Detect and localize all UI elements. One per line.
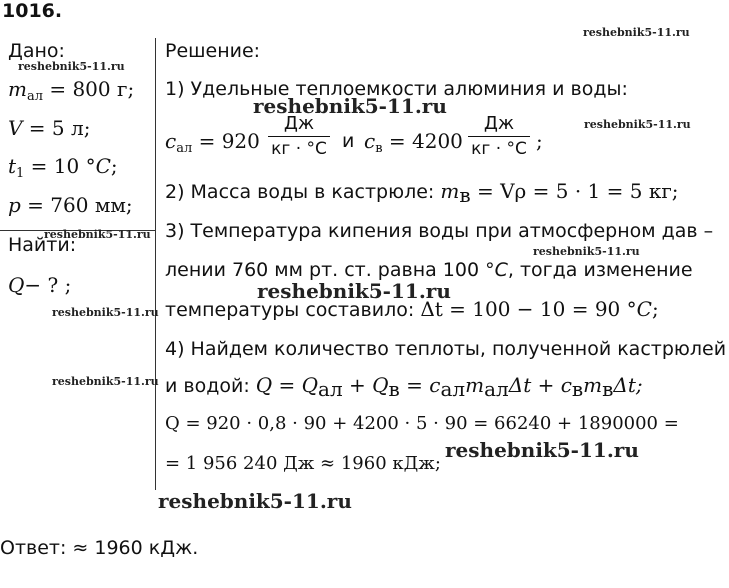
given-temperature: $t_1 = 10$ °C; xyxy=(8,154,118,181)
watermark: reshebnik5-11.ru xyxy=(583,26,690,39)
solution-step1: 1) Удельные теплоемкости алюминия и воды: xyxy=(165,78,628,100)
given-mass: $m_{ал} = 800$ г; xyxy=(8,77,135,104)
c-w-formula: $c_в = 4200$ xyxy=(364,129,463,156)
watermark: reshebnik5-11.ru xyxy=(18,60,125,73)
c-al-formula: $c_{ал} = 920$ xyxy=(165,129,260,156)
c-al-unit-fraction: Дж кг · °C xyxy=(268,113,330,159)
watermark: reshebnik5-11.ru xyxy=(257,279,451,303)
given-volume: V = 5 л; xyxy=(8,116,91,140)
and-word: и xyxy=(342,130,355,152)
vertical-divider xyxy=(155,38,156,490)
watermark: reshebnik5-11.ru xyxy=(584,118,691,131)
calc-line1: Q = 920 · 0,8 · 90 + 4200 · 5 · 90 = 66240 + 1890000 = xyxy=(165,413,679,434)
find-q: Q− ? ; xyxy=(8,273,72,297)
given-header: Дано: xyxy=(8,40,65,62)
solution-step3-line2: лении 760 мм рт. ст. равна 100 °C, тогда изменение xyxy=(165,259,693,281)
given-pressure: p = 760 мм; xyxy=(8,193,133,217)
solution-header: Решение: xyxy=(165,40,261,62)
watermark: reshebnik5-11.ru xyxy=(445,438,639,462)
solution-step2: 2) Масса воды в кастрюле: $m_в = V\rho = 5 \cdot 1 = 5$ кг; xyxy=(165,179,679,207)
answer-line: Ответ: ≈ 1960 кДж. xyxy=(0,537,199,559)
solution-step3-line3: температуры составило: Δt = 100 − 10 = 90 °C; xyxy=(165,297,659,321)
c-w-unit-fraction: Дж кг · °C xyxy=(468,113,530,159)
watermark: reshebnik5-11.ru xyxy=(44,228,151,241)
solution-step3-line1: 3) Температура кипения воды при атмосферном дав – xyxy=(165,220,714,242)
watermark: reshebnik5-11.ru xyxy=(253,94,447,118)
find-header: Найти: xyxy=(8,234,77,256)
watermark: reshebnik5-11.ru xyxy=(533,245,640,258)
semicolon: ; xyxy=(536,129,543,153)
watermark: reshebnik5-11.ru xyxy=(52,375,159,388)
watermark: reshebnik5-11.ru xyxy=(158,489,352,513)
calc-line2: = 1 956 240 Дж ≈ 1960 кДж; xyxy=(165,453,441,474)
solution-step4-line2: и водой: $Q = Q_{ал} + Q_в = c_{ал}m_{ал}\Delta t + c_вm_в\Delta t$; xyxy=(165,373,643,401)
watermark: reshebnik5-11.ru xyxy=(52,306,159,319)
problem-number: 1016. xyxy=(2,0,63,22)
solution-step4-line1: 4) Найдем количество теплоты, полученной кастрюлей xyxy=(165,338,727,360)
